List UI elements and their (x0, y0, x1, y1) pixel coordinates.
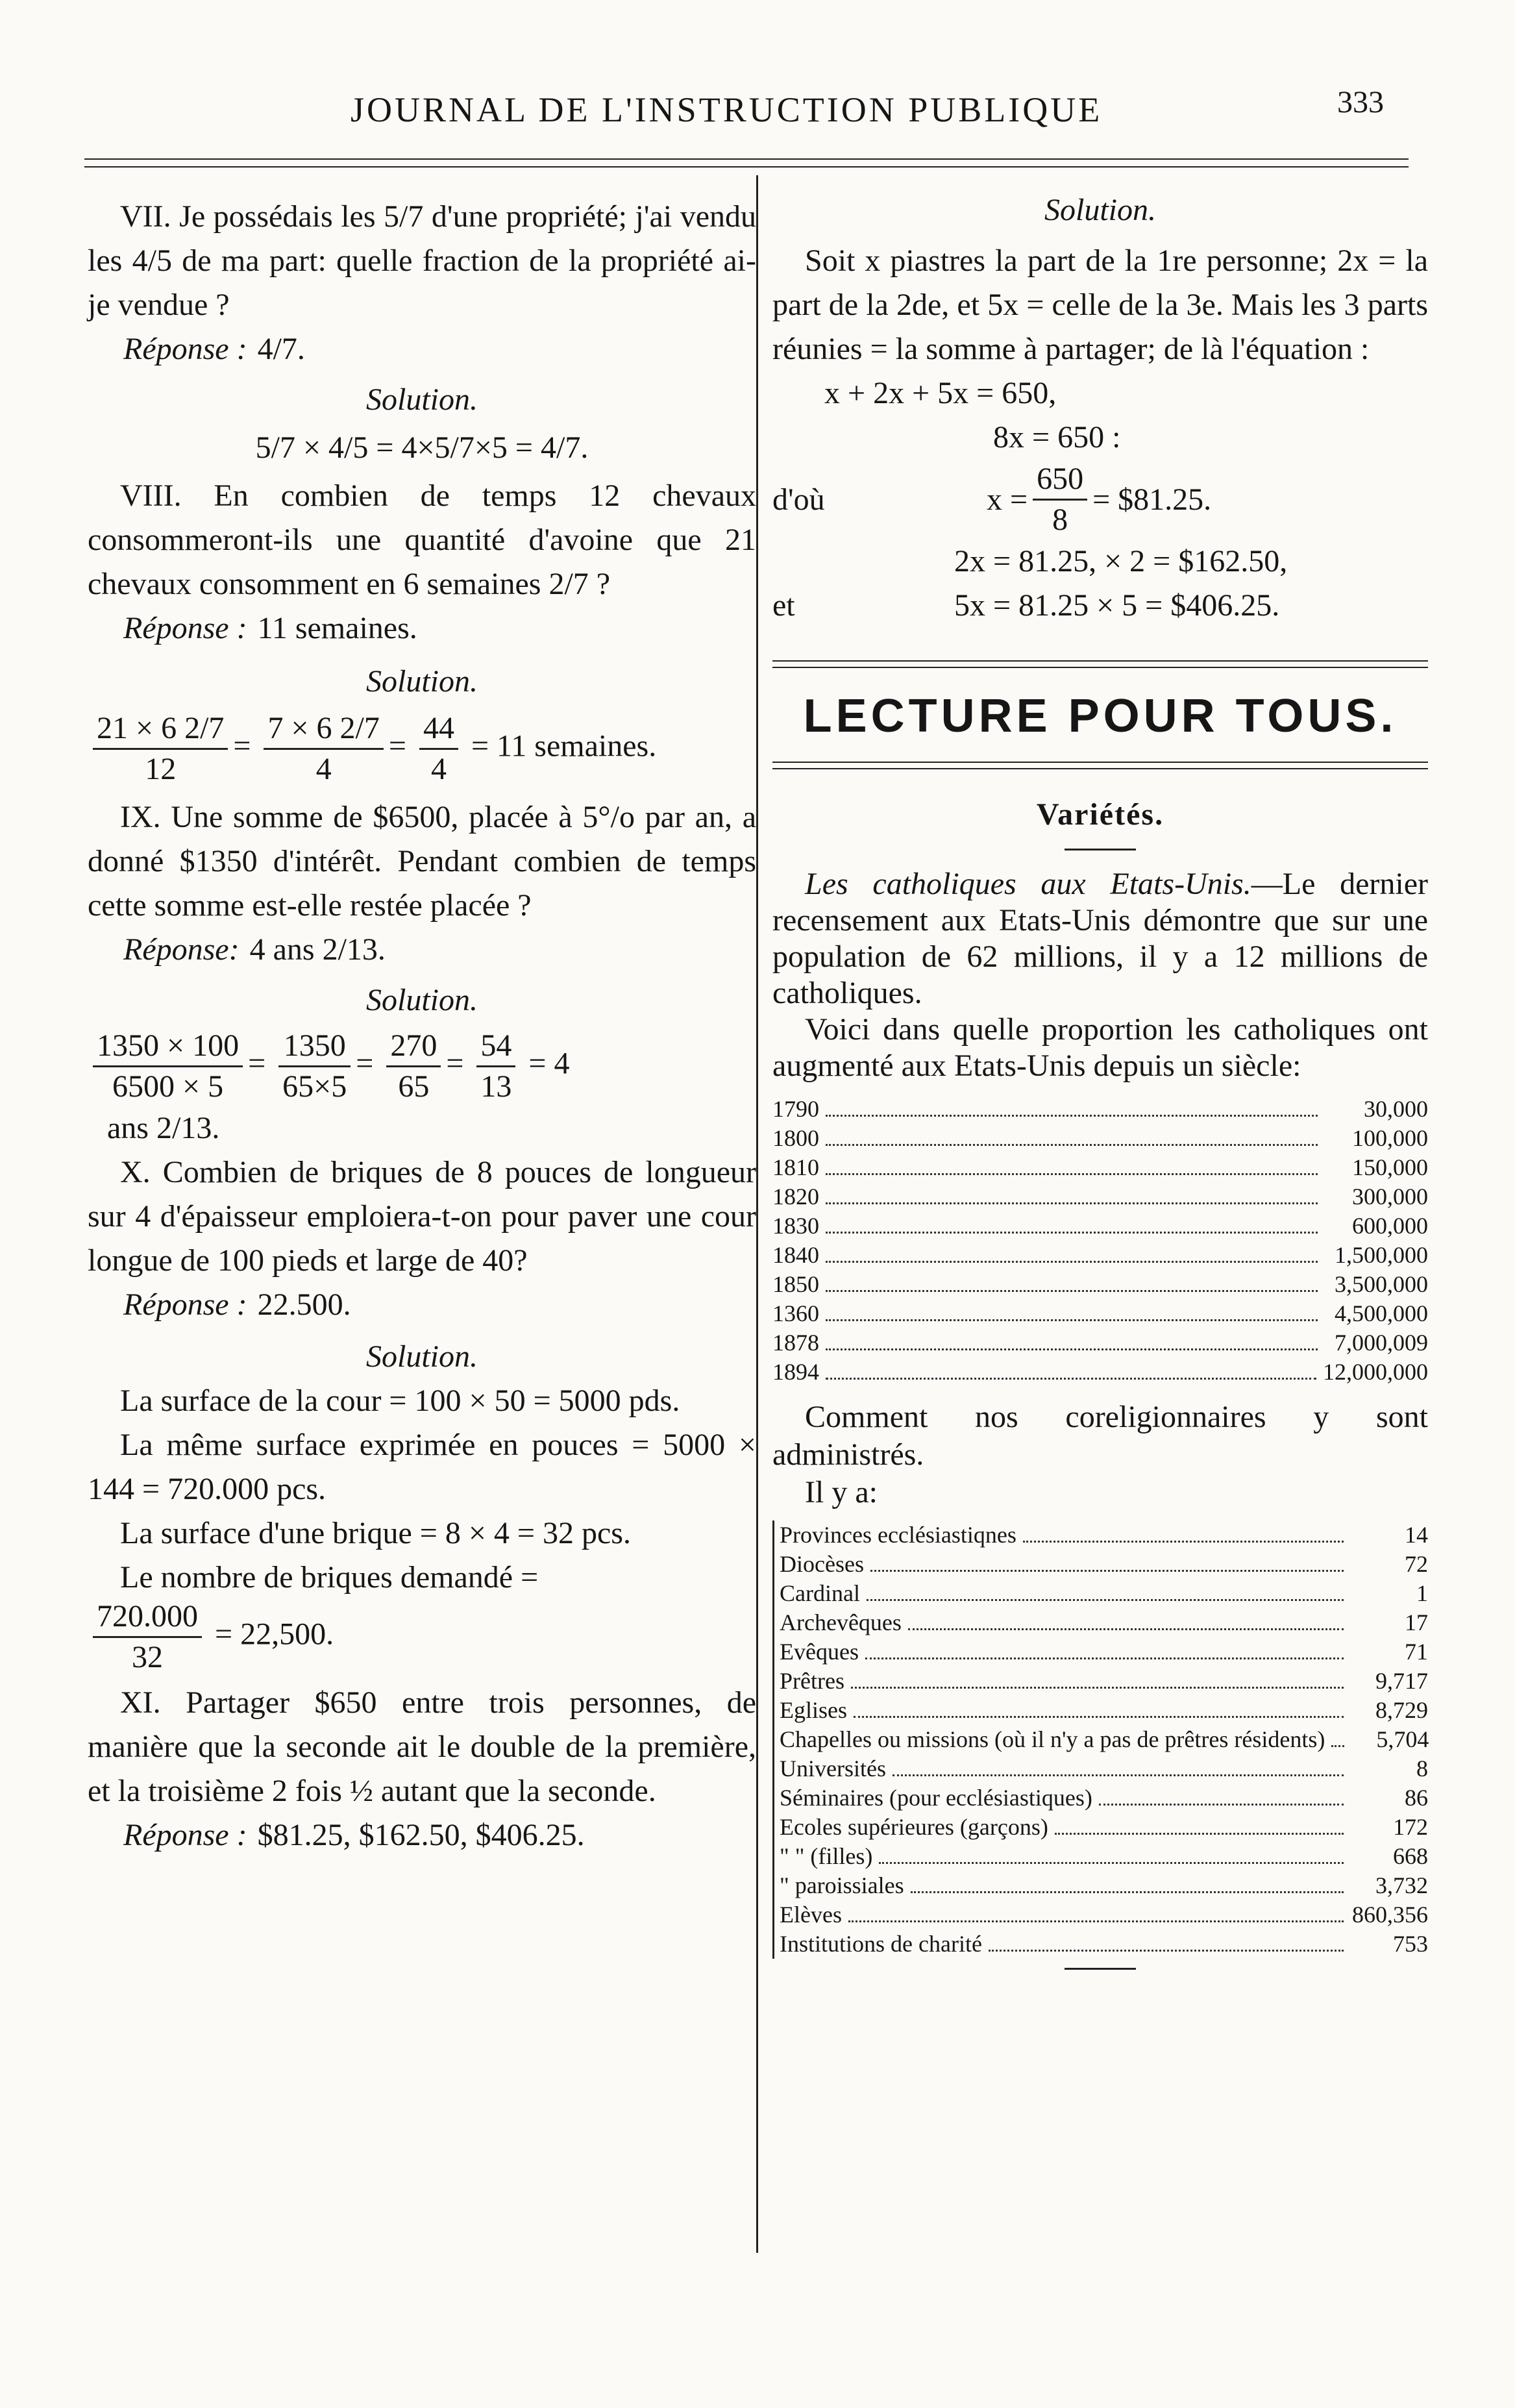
dot-leader (826, 1232, 1318, 1234)
year-value: 600,000 (1352, 1213, 1428, 1239)
problem-ix-tail: ans 2/13. (107, 1111, 220, 1145)
varietes-title: Variétés. (1036, 797, 1164, 832)
problem-xi-solution-text: Soit x piastres la part de la 1re personne; 2x = la part de la 2de, et 5x = celle de la 3e. Mais les 3 parts réunies = la somme à partager; de là l'équation : (772, 243, 1428, 366)
article-paragraph-3: Comment nos coreligionnaires y sont administrés. (772, 1400, 1428, 1472)
fraction-numerator: 650 (1033, 460, 1087, 501)
problem-viii-equation: $\frac{21 \times 6 2/7}{12}$ = $\frac{7 \times 6 2/7}{4}$ = $\frac{44}{4}$ = 11 semaines. (88, 709, 756, 789)
stat-row (780, 1871, 1428, 1900)
problem-ix-reponse (88, 928, 756, 972)
year-value: 300,000 (1352, 1184, 1428, 1210)
stat-row (780, 1725, 1428, 1754)
problem-viii-reponse (88, 606, 756, 651)
article-paragraph-2: Voici dans quelle proportion les catholiques ont augmenté aux Etats-Unis depuis un siècle: (772, 1012, 1428, 1083)
problem-x-line2: La même surface exprimée en pouces = 5000 × 144 = 720.000 pcs. (88, 1428, 756, 1506)
problem-x-question: X. Combien de briques de 8 pouces de longueur sur 4 d'épaisseur emploiera-t-on pour paver une cour longue de 100 pieds et large de 40? (88, 1155, 756, 1278)
dot-leader (826, 1319, 1318, 1321)
stat-label: Universités (780, 1756, 886, 1781)
stat-row (780, 1521, 1428, 1550)
header-rule-2 (84, 166, 1409, 168)
stat-row (780, 1637, 1428, 1667)
column-divider (756, 175, 758, 2253)
dot-leader (1055, 1833, 1344, 1835)
dot-leader (867, 1599, 1344, 1601)
year-value: 150,000 (1352, 1154, 1428, 1180)
year-label: 1790 (772, 1096, 819, 1122)
dot-leader (851, 1687, 1344, 1689)
dot-leader (854, 1716, 1344, 1718)
problem-x-equation (88, 1597, 756, 1677)
year-row (772, 1211, 1428, 1241)
year-label: 1810 (772, 1154, 819, 1180)
reponse-value: 22.500. (257, 1287, 351, 1322)
stat-label: Provinces ecclésiastiqnes (780, 1522, 1016, 1548)
problem-viii-question: VIII. En combien de temps 12 chevaux consommeront-ils une quantité d'avoine que 21 chevaux consomment en 6 semaines 2/7 ? (88, 478, 756, 601)
section-rule (772, 667, 1428, 668)
year-value: 100,000 (1352, 1125, 1428, 1151)
year-row (772, 1270, 1428, 1299)
equation-prefix: et (772, 588, 795, 623)
fraction (278, 1026, 351, 1106)
dot-leader (989, 1950, 1344, 1952)
stat-label: Evêques (780, 1639, 859, 1665)
stat-row (780, 1900, 1428, 1930)
dot-leader (893, 1774, 1344, 1776)
dot-leader (826, 1202, 1318, 1204)
stat-row (780, 1754, 1428, 1783)
stat-value: 172 (1393, 1814, 1428, 1840)
stat-row (780, 1608, 1428, 1637)
fraction-numerator: 44 (419, 709, 458, 750)
stat-value: 86 (1405, 1785, 1428, 1811)
stat-value: 668 (1393, 1843, 1428, 1869)
problem-x-line4: Le nombre de briques demandé = (120, 1560, 539, 1595)
stat-value: 9,717 (1375, 1668, 1428, 1694)
xi-equation-3 (772, 460, 1428, 540)
stat-value: 753 (1393, 1931, 1428, 1957)
stat-row (780, 1842, 1428, 1871)
problem-xi-reponse (88, 1813, 756, 1857)
dot-leader (1023, 1541, 1344, 1543)
problem-ix-equation: $\frac{1350 \times 100}{6500 \times 5}$ = $\frac{1350}{65\times 5}$ = $\frac{270}{65}$ = $\frac{54}{13}$ = 4 (88, 1026, 756, 1106)
dot-leader (826, 1173, 1318, 1175)
year-label: 1840 (772, 1242, 819, 1268)
year-label: 1360 (772, 1300, 819, 1326)
reponse-label: Réponse : (123, 332, 247, 366)
dot-leader (826, 1144, 1318, 1146)
stat-label: Séminaires (pour ecclésiastiques) (780, 1785, 1092, 1811)
year-row (772, 1328, 1428, 1358)
fraction (93, 709, 228, 789)
fraction-numerator: 270 (386, 1026, 441, 1067)
stat-label: " " (filles) (780, 1843, 873, 1869)
problem-ix-question: IX. Une somme de $6500, placée à 5°/o par an, a donné $1350 d'intérêt. Pendant combien de temps cette somme est-elle restée placée ? (88, 800, 756, 923)
year-row (772, 1095, 1428, 1124)
equation-prefix: d'où (772, 482, 825, 517)
fraction-numerator: 54 (476, 1026, 515, 1067)
fraction-numerator: 720.000 (93, 1597, 202, 1638)
stat-value: 860,356 (1352, 1902, 1428, 1928)
problem-xi-question: XI. Partager $650 entre trois personnes, de manière que la seconde ait le double de la première, et la troisième 2 fois ½ autant que la seconde. (88, 1685, 756, 1808)
equation-rhs: = $81.25. (1092, 482, 1212, 517)
year-row (772, 1124, 1428, 1153)
year-value: 12,000,000 (1323, 1359, 1428, 1385)
fraction (476, 1026, 515, 1106)
fraction-denominator: 4 (315, 752, 332, 786)
reponse-value: 11 semaines. (257, 611, 417, 645)
stat-label: Eglises (780, 1697, 847, 1723)
year-label: 1894 (772, 1359, 819, 1385)
year-label: 1800 (772, 1125, 819, 1151)
stat-value: 71 (1405, 1639, 1428, 1665)
reponse-value: 4 ans 2/13. (249, 932, 386, 967)
equation-lhs: x = (987, 482, 1028, 517)
year-value: 7,000,009 (1335, 1330, 1428, 1356)
solution-title: Solution. (1044, 193, 1156, 227)
xi-equation-2: 8x = 650 : (993, 420, 1121, 454)
problem-x-line3: La surface d'une brique = 8 × 4 = 32 pcs. (120, 1516, 631, 1550)
problem-vii-reponse (88, 327, 756, 371)
dot-leader (911, 1891, 1344, 1893)
problem-vii-equation: 5/7 × 4/5 = 4×5/7×5 = 4/7. (255, 430, 589, 465)
fraction-numerator: 1350 × 100 (93, 1026, 243, 1067)
equation-result: = 22,500. (215, 1617, 334, 1652)
ilya-label: Il y a: (805, 1475, 878, 1509)
short-rule (1065, 1968, 1136, 1970)
stat-row (780, 1579, 1428, 1608)
dot-leader (826, 1115, 1318, 1117)
dot-leader (908, 1628, 1344, 1630)
article-paragraph-1 (772, 866, 1428, 1012)
fraction (93, 1026, 243, 1106)
stat-label: Prêtres (780, 1668, 844, 1694)
fraction-numerator: 1350 (278, 1026, 351, 1067)
section-rule (772, 660, 1428, 662)
fraction-denominator: 65 (398, 1069, 430, 1104)
short-rule (1065, 849, 1136, 850)
stat-row (780, 1696, 1428, 1725)
stat-label: Diocèses (780, 1551, 864, 1577)
section-rule (772, 768, 1428, 769)
header-rule (84, 158, 1409, 160)
stat-value: 14 (1405, 1522, 1428, 1548)
reponse-label: Réponse: (123, 932, 240, 967)
year-value: 30,000 (1364, 1096, 1428, 1122)
year-value: 4,500,000 (1335, 1300, 1428, 1326)
fraction-denominator: 12 (145, 752, 177, 786)
dot-leader (848, 1920, 1344, 1922)
fraction (264, 709, 383, 789)
stat-value: 5,704 (1376, 1726, 1429, 1752)
equation-body: 5x = 81.25 × 5 = $406.25. (954, 588, 1280, 623)
xi-equation-5 (772, 584, 1428, 628)
dot-leader (826, 1261, 1318, 1263)
fraction-denominator: 13 (480, 1069, 512, 1104)
solution-title: Solution. (365, 983, 478, 1017)
fraction-denominator: 32 (132, 1640, 163, 1674)
fraction (419, 709, 458, 789)
equation-result: = 11 semaines. (471, 728, 657, 763)
reponse-label: Réponse : (123, 1818, 247, 1852)
year-value: 1,500,000 (1335, 1242, 1428, 1268)
fraction-denominator: 6500 × 5 (112, 1069, 224, 1104)
fraction-denominator: 8 (1052, 503, 1068, 537)
reponse-label: Réponse : (123, 611, 247, 645)
stats-list (772, 1521, 1428, 1959)
page-header (0, 84, 1515, 143)
dot-leader (826, 1348, 1318, 1350)
page-number: 333 (1337, 85, 1384, 119)
stat-label: Chapelles ou missions (où il n'y a pas de prêtres résidents) (780, 1726, 1325, 1752)
fraction-numerator: 7 × 6 2/7 (264, 709, 383, 750)
dot-leader (1099, 1804, 1344, 1806)
running-title: JOURNAL DE L'INSTRUCTION PUBLIQUE (351, 90, 1103, 129)
fraction-denominator: 4 (430, 752, 447, 786)
stat-value: 1 (1416, 1580, 1428, 1606)
dot-leader (879, 1862, 1344, 1864)
year-row (772, 1358, 1428, 1387)
solution-title: Solution. (365, 664, 478, 699)
reponse-value: $81.25, $162.50, $406.25. (257, 1818, 585, 1852)
stat-label: Cardinal (780, 1580, 860, 1606)
fraction (386, 1026, 441, 1106)
year-row (772, 1299, 1428, 1328)
stat-value: 72 (1405, 1551, 1428, 1577)
xi-equation-1: x + 2x + 5x = 650, (824, 376, 1057, 410)
reponse-label: Réponse : (123, 1287, 247, 1322)
dot-leader (826, 1290, 1318, 1292)
stat-row (780, 1783, 1428, 1813)
right-column (772, 188, 1428, 1985)
stat-row (780, 1930, 1428, 1959)
solution-title: Solution. (365, 382, 478, 417)
section-rule (772, 762, 1428, 763)
equation-result: = 4 (528, 1046, 570, 1081)
lecture-title: LECTURE POUR TOUS. (803, 690, 1398, 742)
stat-value: 17 (1405, 1609, 1428, 1635)
year-label: 1820 (772, 1184, 819, 1210)
fraction-numerator: 21 × 6 2/7 (93, 709, 228, 750)
stat-label: " paroissiales (780, 1872, 904, 1898)
stat-value: 3,732 (1375, 1872, 1428, 1898)
solution-title: Solution. (365, 1339, 478, 1374)
year-row (772, 1241, 1428, 1270)
years-list (772, 1095, 1428, 1387)
stat-label: Archevêques (780, 1609, 902, 1635)
year-label: 1878 (772, 1330, 819, 1356)
fraction (93, 1597, 202, 1677)
dot-leader (1331, 1745, 1344, 1747)
dot-leader (870, 1570, 1344, 1572)
problem-x-reponse (88, 1283, 756, 1327)
year-value: 3,500,000 (1335, 1271, 1428, 1297)
left-column (88, 195, 756, 1857)
stat-row (780, 1667, 1428, 1696)
stat-row (780, 1813, 1428, 1842)
year-label: 1850 (772, 1271, 819, 1297)
stat-label: Elèves (780, 1902, 842, 1928)
problem-vii-question: VII. Je possédais les 5/7 d'une propriété; j'ai vendu les 4/5 de ma part: quelle fraction de la propriété ai-je vendue ? (88, 199, 756, 322)
fraction-denominator: 65×5 (282, 1069, 347, 1104)
year-row (772, 1153, 1428, 1182)
problem-x-line1: La surface de la cour = 100 × 50 = 5000 pds. (120, 1384, 680, 1418)
stat-label: Ecoles supérieures (garçons) (780, 1814, 1048, 1840)
dot-leader (865, 1657, 1344, 1659)
stat-value: 8,729 (1375, 1697, 1428, 1723)
fraction (1033, 460, 1087, 540)
stat-label: Institutions de charité (780, 1931, 982, 1957)
reponse-value: 4/7. (257, 332, 305, 366)
year-row (772, 1182, 1428, 1211)
dot-leader (826, 1378, 1316, 1380)
article-title: Les catholiques aux Etats-Unis. (805, 867, 1251, 901)
article-text: —Le dernier recensement aux Etats-Unis démontre que sur une population de 62 millions, il y a 12 millions de catholiques. (772, 867, 1428, 1010)
xi-equation-4: 2x = 81.25, × 2 = $162.50, (954, 544, 1288, 578)
stat-row (780, 1550, 1428, 1579)
year-label: 1830 (772, 1213, 819, 1239)
stat-value: 8 (1416, 1756, 1428, 1781)
